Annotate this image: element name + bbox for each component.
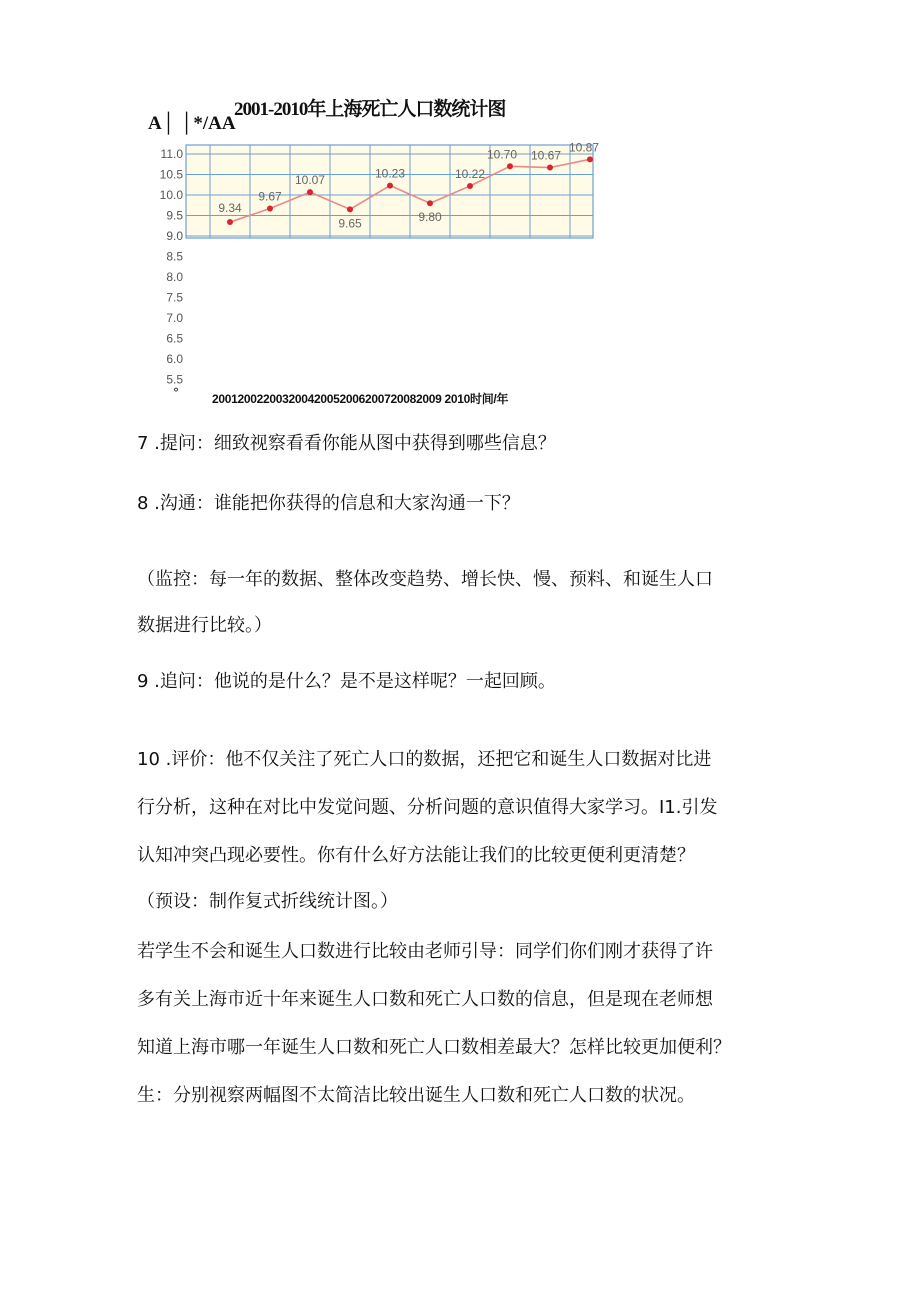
data-label: 10.07 bbox=[294, 173, 326, 188]
x-axis-title: 时间/年 bbox=[470, 392, 509, 406]
data-point bbox=[347, 206, 353, 212]
data-label: 9.65 bbox=[338, 216, 362, 231]
data-label: 10.22 bbox=[454, 166, 486, 181]
x-axis-tick-labels bbox=[212, 390, 508, 407]
y-tick-label: 7.5 bbox=[166, 290, 183, 305]
y-tick-label: 7.0 bbox=[166, 311, 183, 325]
y-tick-label: 8.5 bbox=[166, 249, 183, 264]
data-label: 10.87 bbox=[568, 140, 600, 155]
data-label: 10.67 bbox=[530, 148, 562, 163]
data-point bbox=[387, 183, 393, 189]
y-tick-label: 11.0 bbox=[160, 147, 183, 161]
data-label: 9.34 bbox=[218, 201, 242, 216]
data-point bbox=[547, 165, 553, 171]
data-point bbox=[267, 206, 273, 212]
paragraph-10-line-1: 10 .评价：他不仅关注了死亡人口的数据，还把它和诞生人口数据对比进 bbox=[137, 749, 712, 770]
paragraph-10-line-2: 行分析，这种在对比中发觉问题、分析问题的意识值得大家学习。I1.引发 bbox=[137, 797, 718, 818]
data-point bbox=[507, 163, 513, 169]
chart-title: 2001-2010年上海死亡人口数统计图 bbox=[234, 99, 506, 120]
paragraph-preset: （预设：制作复式折线统计图。） bbox=[137, 891, 398, 912]
y-axis-unit-label: A│ │*/AA bbox=[148, 113, 236, 134]
paragraph-8: 8 .沟通：谁能把你获得的信息和大家沟通一下？ bbox=[137, 493, 520, 514]
y-tick-label: 9.5 bbox=[166, 208, 183, 223]
y-axis-ticks bbox=[160, 147, 184, 387]
paragraph-10-line-3: 认知冲突凸现必要性。你有什么好方法能让我们的比较更便利更清楚？ bbox=[137, 845, 695, 866]
paragraph-monitor-2: 数据进行比较。） bbox=[137, 615, 272, 636]
paragraph-guide-1: 若学生不会和诞生人口数进行比较由老师引导：同学们你们刚才获得了许 bbox=[137, 941, 713, 962]
data-point bbox=[427, 200, 433, 206]
y-tick-label: 5.5 bbox=[166, 372, 183, 387]
data-label: 10.70 bbox=[486, 147, 518, 162]
y-tick-label: 10.0 bbox=[159, 188, 183, 202]
data-label: 10.23 bbox=[374, 166, 406, 181]
paragraph-student: 生：分别视察两幅图不太简洁比较出诞生人口数和死亡人口数的状况。 bbox=[137, 1085, 695, 1106]
data-label: 9.80 bbox=[418, 210, 442, 225]
y-tick-label: 6.0 bbox=[166, 352, 183, 366]
data-point bbox=[587, 156, 593, 162]
y-tick-label: 6.5 bbox=[166, 331, 183, 346]
data-point bbox=[467, 183, 473, 189]
y-tick-label: 9.0 bbox=[166, 229, 183, 243]
paragraph-guide-2: 多有关上海市近十年来诞生人口数和死亡人口数的信息，但是现在老师想 bbox=[137, 989, 713, 1010]
x-axis-years: 200120022003200420052006200720082009 2010 bbox=[212, 392, 470, 406]
y-tick-label: 8.0 bbox=[166, 270, 183, 284]
line-chart bbox=[150, 135, 610, 395]
paragraph-monitor-1: （监控：每一年的数据、整体改变趋势、增长快、慢、预料、和诞生人口 bbox=[137, 569, 713, 590]
data-point bbox=[227, 219, 233, 225]
y-tick-label: 10.5 bbox=[159, 167, 183, 182]
paragraph-9: 9 .追问：他说的是什么？是不是这样呢？一起回顾。 bbox=[137, 671, 556, 692]
origin-label: ° bbox=[173, 386, 179, 400]
data-point bbox=[307, 189, 313, 195]
data-label: 9.67 bbox=[258, 189, 282, 204]
paragraph-guide-3: 知道上海市哪一年诞生人口数和死亡人口数相差最大？怎样比较更加便利？ bbox=[137, 1037, 731, 1058]
paragraph-7: 7 .提问：细致视察看看你能从图中获得到哪些信息？ bbox=[137, 433, 556, 454]
